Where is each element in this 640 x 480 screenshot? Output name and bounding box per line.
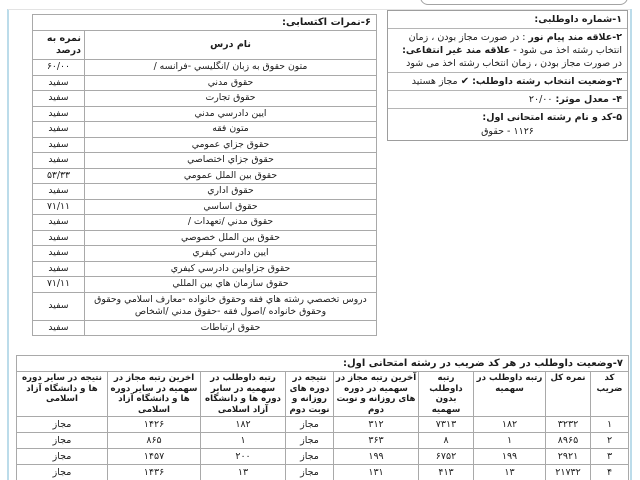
- total-score-cell: ۲۱۷۳۲: [546, 465, 591, 480]
- score-value-cell: سفید: [33, 153, 85, 169]
- payamnoor-text: : در صورت مجاز بودن ، زمان انتخاب رشته اخذ می شود -: [408, 32, 622, 56]
- status-row: [16, 465, 628, 480]
- scores-table-section: [33, 14, 377, 336]
- course-name-cell: حقوق بین الملل عمومي: [85, 168, 377, 184]
- course-name-cell: حقوق مدني /تعهدات /: [85, 215, 377, 231]
- course-name-cell: حقوق جزاي اختصاصي: [85, 153, 377, 169]
- coefficient-code-cell: ۳: [591, 449, 629, 465]
- course-name-cell: متون حقوق به زبان /انگلیسي -فرانسه /: [85, 60, 377, 76]
- rank-in-quota-cell: ۱۸۲: [474, 417, 546, 433]
- rank-without-quota-cell: ۸: [419, 433, 474, 449]
- course-name-cell: دروس تخصصي رشته هاي فقه وحقوق خانواده -معارف اسلامي وحقوق وحقوق خانواده /اصول فقه -حقوق مدني /اشخاص: [85, 292, 377, 320]
- status-column-header: کد ضریب: [591, 372, 629, 417]
- coefficient-code-cell: ۱: [591, 417, 629, 433]
- course-name-cell: حقوق اداري: [85, 184, 377, 200]
- check-icon: ✔: [460, 76, 470, 87]
- status-column-header: رتبه داوطلب در سهمیه: [474, 372, 546, 417]
- rank-without-quota-cell: ۶۷۵۲: [419, 449, 474, 465]
- last-permitted-rank-daily-cell: ۳۶۳: [334, 433, 419, 449]
- last-permitted-rank-other-cell: ۱۴۳۶: [108, 465, 201, 480]
- status-row: [16, 449, 628, 465]
- result-other-cell: مجاز: [16, 433, 107, 449]
- selection-status-value: مجاز هستید: [411, 76, 458, 87]
- coefficient-code-cell: ۴: [591, 465, 629, 480]
- total-score-cell: ۳۲۳۲: [546, 417, 591, 433]
- rank-in-quota-cell: ۱۳: [474, 465, 546, 480]
- course-name-cell: حقوق مدني: [85, 75, 377, 91]
- status-table-title: ۷-وضعیت داوطلب در هر کد ضریب در رشته امتحانی اول:: [16, 356, 628, 372]
- gheyrentefaei-label: علاقه مند غیر انتفاعی:: [402, 45, 511, 56]
- status-column-header: نمره کل: [546, 372, 591, 417]
- info-panel: [387, 10, 628, 141]
- score-row: [33, 320, 377, 336]
- applicant-number-label: ۱-شماره داوطلبی:: [534, 14, 622, 25]
- first-field-value: ۱۱۲۶ - حقوق: [481, 126, 534, 137]
- score-row: [33, 137, 377, 153]
- info-row-first-field: [388, 108, 627, 140]
- score-value-cell: سفید: [33, 122, 85, 138]
- score-value-cell: سفید: [33, 246, 85, 262]
- last-permitted-rank-other-cell: ۱۴۵۷: [108, 449, 201, 465]
- score-value-cell: ۷۱/۱۱: [33, 277, 85, 293]
- last-permitted-rank-other-cell: ۸۶۵: [108, 433, 201, 449]
- course-name-cell: ایین دادرسي مدني: [85, 106, 377, 122]
- collapsed-input-remnant[interactable]: [420, 0, 628, 5]
- status-column-header: نتیجه در دوره های روزانه و نوبت دوم: [286, 372, 334, 417]
- score-row: [33, 91, 377, 107]
- status-column-header: آخرین رتبه مجاز در سهمیه در دوره های روزانه و نوبت دوم: [334, 372, 419, 417]
- status-column-header: رتبه داوطلب بدون سهمیه: [419, 372, 474, 417]
- payamnoor-label: ۲-علاقه مند پیام نور: [528, 32, 622, 43]
- score-value-cell: سفید: [33, 292, 85, 320]
- status-column-header: نتیجه در سایر دوره ها و دانشگاه آزاد اسلامی: [16, 372, 107, 417]
- score-row: [33, 184, 377, 200]
- selection-status-label: ۳-وضعیت انتخاب رشته داوطلب:: [472, 76, 622, 87]
- status-table: [16, 355, 629, 480]
- score-row: [33, 75, 377, 91]
- course-name-cell: حقوق سازمان هاي بین المللي: [85, 277, 377, 293]
- score-row: [33, 215, 377, 231]
- page-left-edge-line: [7, 9, 9, 480]
- course-name-cell: حقوق ارتباطات: [85, 320, 377, 336]
- score-value-cell: سفید: [33, 91, 85, 107]
- rank-other-programs-cell: ۱۳: [201, 465, 286, 480]
- result-other-cell: مجاز: [16, 449, 107, 465]
- total-score-cell: ۲۹۲۱: [546, 449, 591, 465]
- rank-without-quota-cell: ۴۱۳: [419, 465, 474, 480]
- score-value-cell: سفید: [33, 106, 85, 122]
- score-row: [33, 292, 377, 320]
- total-score-cell: ۸۹۶۵: [546, 433, 591, 449]
- scores-table: [32, 14, 377, 336]
- course-name-cell: حقوق بین الملل خصوصي: [85, 230, 377, 246]
- score-row: [33, 199, 377, 215]
- info-row-effective-gpa: [388, 90, 627, 108]
- info-row-applicant-number: [388, 11, 627, 28]
- page-right-edge-line: [630, 9, 632, 480]
- score-value-cell: سفید: [33, 184, 85, 200]
- score-row: [33, 106, 377, 122]
- score-value-cell: ۵۳/۳۳: [33, 168, 85, 184]
- rank-other-programs-cell: ۱: [201, 433, 286, 449]
- course-name-cell: حقوق جزاوایین دادرسي کیفري: [85, 261, 377, 277]
- score-value-cell: ۷۱/۱۱: [33, 199, 85, 215]
- result-other-cell: مجاز: [16, 465, 107, 480]
- score-value-cell: سفید: [33, 230, 85, 246]
- first-field-label: ۵-کد و نام رشته امتحانی اول:: [482, 112, 622, 123]
- score-row: [33, 230, 377, 246]
- score-row: [33, 60, 377, 76]
- effective-gpa-label: ۴- معدل موثر:: [555, 94, 622, 105]
- course-name-cell: حقوق اساسي: [85, 199, 377, 215]
- rank-without-quota-cell: ۷۳۱۳: [419, 417, 474, 433]
- score-percent-header: نمره به درصد: [33, 31, 85, 60]
- info-row-payamnoor-interest: [388, 28, 627, 72]
- result-daily-cell: مجاز: [286, 417, 334, 433]
- score-row: [33, 122, 377, 138]
- score-value-cell: سفید: [33, 137, 85, 153]
- status-row: [16, 433, 628, 449]
- effective-gpa-value: ۲۰/۰۰: [528, 94, 553, 105]
- result-daily-cell: مجاز: [286, 465, 334, 480]
- score-row: [33, 261, 377, 277]
- status-column-header: رتبه داوطلب در سهمیه در سایر دوره ها و دانشگاه آزاد اسلامی: [201, 372, 286, 417]
- info-row-selection-status: [388, 72, 627, 90]
- score-row: [33, 277, 377, 293]
- course-name-cell: حقوق جزاي عمومي: [85, 137, 377, 153]
- last-permitted-rank-daily-cell: ۱۹۹: [334, 449, 419, 465]
- rank-other-programs-cell: ۱۸۲: [201, 417, 286, 433]
- status-column-header: اخرین رتبه مجاز در سهمیه در سایر دوره ها و دانشگاه آزاد اسلامی: [108, 372, 201, 417]
- score-value-cell: ۶۰/۰۰: [33, 60, 85, 76]
- status-row: [16, 417, 628, 433]
- course-name-cell: حقوق تجارت: [85, 91, 377, 107]
- score-row: [33, 168, 377, 184]
- scores-table-title: ۶-نمرات اکتسابی:: [33, 15, 377, 31]
- result-daily-cell: مجاز: [286, 433, 334, 449]
- course-name-cell: ایین دادرسي کیفري: [85, 246, 377, 262]
- last-permitted-rank-other-cell: ۱۴۲۶: [108, 417, 201, 433]
- score-value-cell: سفید: [33, 261, 85, 277]
- score-row: [33, 246, 377, 262]
- gheyrentefaei-text: در صورت مجاز بودن ، زمان انتخاب رشته اخذ می شود: [406, 58, 622, 69]
- status-table-section: [17, 355, 629, 480]
- rank-in-quota-cell: ۱: [474, 433, 546, 449]
- last-permitted-rank-daily-cell: ۳۱۲: [334, 417, 419, 433]
- rank-in-quota-cell: ۱۹۹: [474, 449, 546, 465]
- score-value-cell: سفید: [33, 215, 85, 231]
- course-name-header: نام درس: [85, 31, 377, 60]
- result-daily-cell: مجاز: [286, 449, 334, 465]
- score-value-cell: سفید: [33, 75, 85, 91]
- last-permitted-rank-daily-cell: ۱۳۱: [334, 465, 419, 480]
- rank-other-programs-cell: ۲۰۰: [201, 449, 286, 465]
- score-row: [33, 153, 377, 169]
- result-other-cell: مجاز: [16, 417, 107, 433]
- course-name-cell: متون فقه: [85, 122, 377, 138]
- coefficient-code-cell: ۲: [591, 433, 629, 449]
- score-value-cell: سفید: [33, 320, 85, 336]
